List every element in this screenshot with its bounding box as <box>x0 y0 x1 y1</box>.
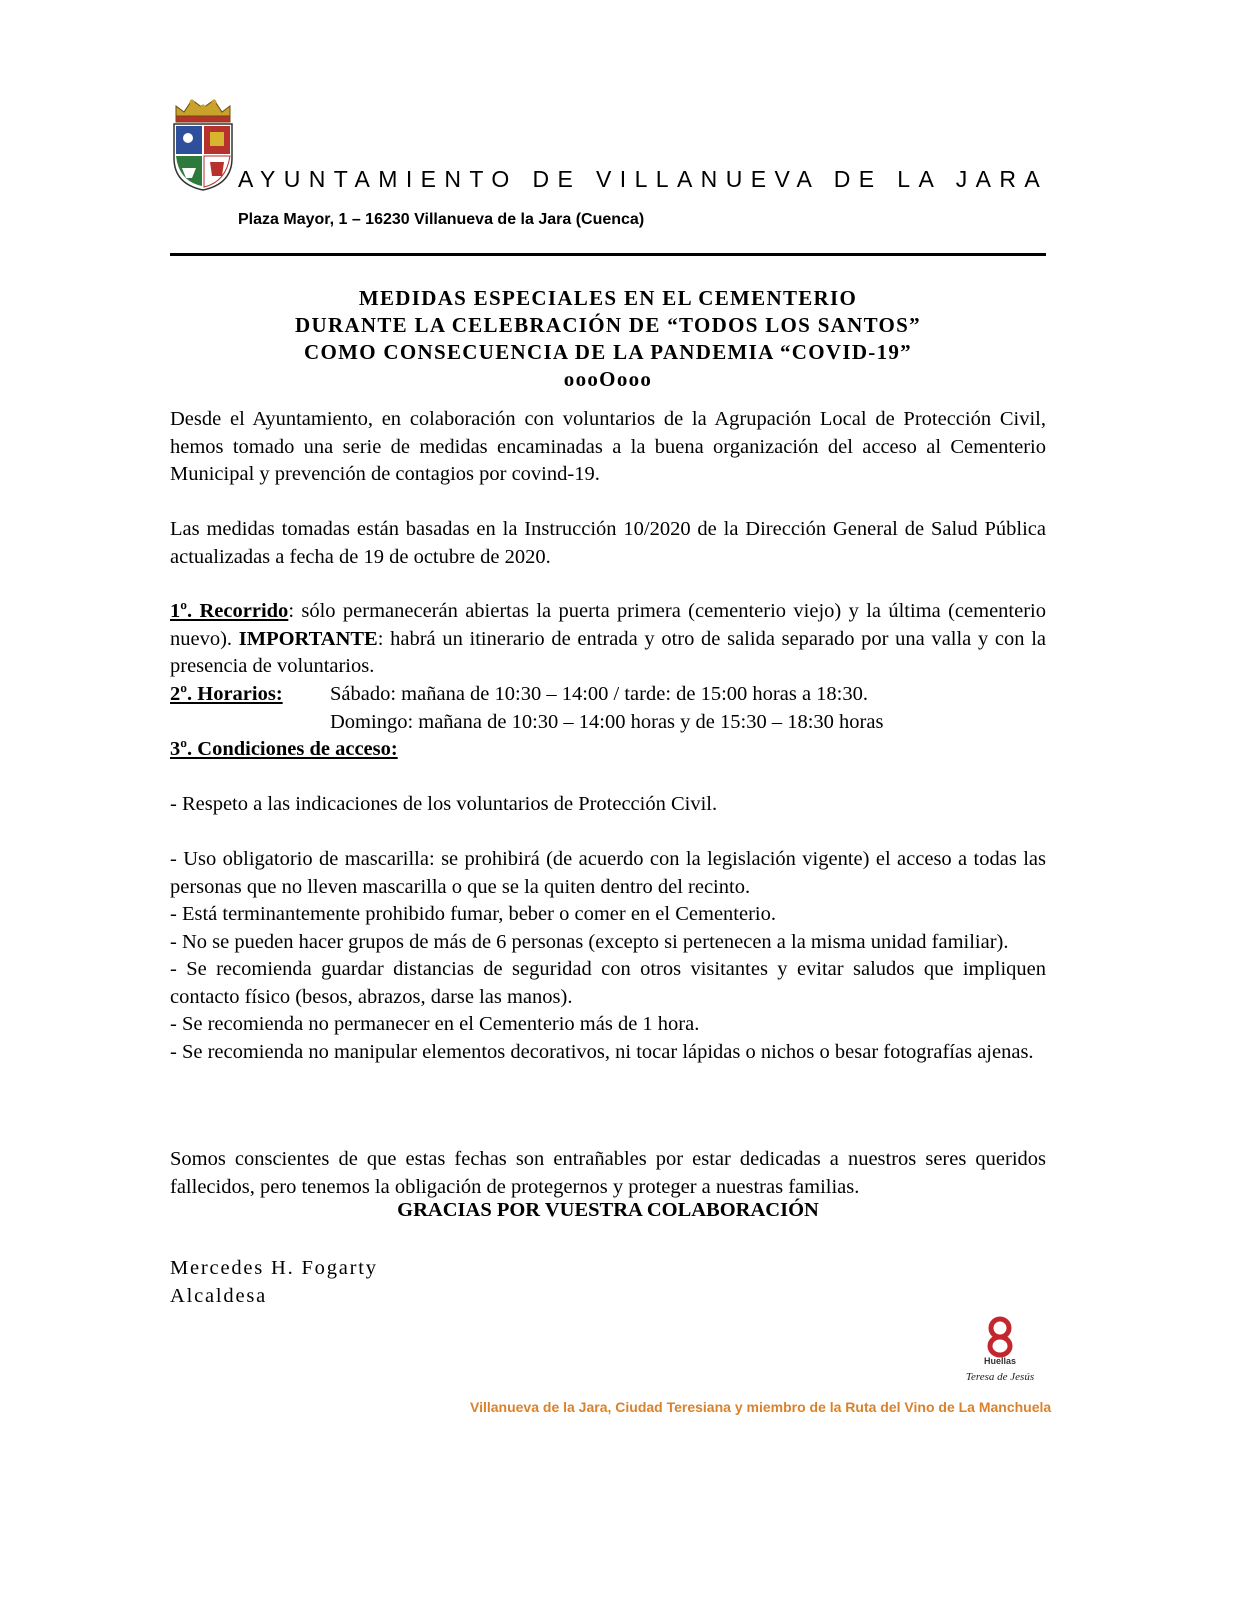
closing-paragraph: Somos conscientes de que estas fechas son entrañables por estar dedicadas a nuestros seres queridos fallecidos, pero tenemos la obligación de protegernos y proteger a nuestras familias. <box>170 1148 1046 1198</box>
thanks-line: GRACIAS POR VUESTRA COLABORACIÓN <box>397 1199 819 1221</box>
condiciones-heading <box>170 736 1046 764</box>
horarios-row-saturday <box>170 681 1046 709</box>
organization-name: AYUNTAMIENTO DE VILLANUEVA DE LA JARA <box>238 166 1049 192</box>
svg-text:Teresa de Jesús: Teresa de Jesús <box>965 1371 1035 1383</box>
condiciones-label: 3º. Condiciones de acceso: <box>170 738 398 760</box>
title-line: COMO CONSECUENCIA DE LA PANDEMIA “COVID-19” <box>304 340 912 364</box>
important-label: IMPORTANTE <box>238 627 378 650</box>
horarios-saturday: Sábado: mañana de 10:30 – 14:00 / tarde: de 15:00 horas a 18:30. <box>330 683 869 705</box>
horarios-label: 2º. Horarios: <box>170 683 283 705</box>
signature-role: Alcaldesa <box>170 1285 268 1307</box>
huellas-logo-icon <box>958 1316 1038 1388</box>
horarios-row-sunday <box>170 709 1046 737</box>
header-divider <box>170 253 1046 256</box>
condition-item: - Respeto a las indicaciones de los voluntarios de Protección Civil. <box>170 793 718 815</box>
svg-text:Huellas: Huellas <box>983 1356 1017 1366</box>
horarios-sunday: Domingo: mañana de 10:30 – 14:00 horas y de 15:30 – 18:30 horas <box>330 710 884 733</box>
horarios-block <box>170 681 1046 736</box>
signature-name: Mercedes H. Fogarty <box>170 1257 378 1279</box>
organization-address: Plaza Mayor, 1 – 16230 Villanueva de la Jara (Cuenca) <box>238 211 645 228</box>
basis-paragraph: Las medidas tomadas están basadas en la Instrucción 10/2020 de la Dirección General de Salud Pública actualizadas a fecha de 19 de octubre de 2020. <box>170 518 1046 568</box>
title-ornament: oooOooo <box>563 367 653 391</box>
recorrido-text-b: : habrá un itinerario de entrada y otro de salida separado por una valla y con la presencia de voluntarios. <box>170 627 1046 677</box>
intro-paragraph: Desde el Ayuntamiento, en colaboración con voluntarios de la Agrupación Local de Protección Civil, hemos tomado una serie de medidas encaminadas a la buena organización del acceso al Cementerio Municipal y prevención de contagios por covind-19. <box>170 408 1046 485</box>
municipal-crest-icon <box>168 96 238 192</box>
condition-item: - Se recomienda guardar distancias de seguridad con otros visitantes y evitar saludos que impliquen contacto físico (besos, abrazos, darse las manos). <box>170 958 1046 1008</box>
recorrido-text-a: : sólo permanecerán abiertas la puerta primera (cementerio viejo) y la última (cementerio nuevo). <box>170 600 1046 650</box>
title-line: MEDIDAS ESPECIALES EN EL CEMENTERIO <box>358 286 858 310</box>
title-line: DURANTE LA CELEBRACIÓN DE “TODOS LOS SANTOS” <box>295 313 921 337</box>
condition-item: - Se recomienda no manipular elementos decorativos, ni tocar lápidas o nichos o besar fotografías ajenas. <box>170 1040 1034 1063</box>
condition-item: - Uso obligatorio de mascarilla: se prohibirá (de acuerdo con la legislación vigente) el acceso a todas las personas que no lleven mascarilla o que se la quiten dentro del recinto. <box>170 848 1046 898</box>
recorrido-paragraph <box>170 598 1046 681</box>
condition-item: - No se pueden hacer grupos de más de 6 personas (excepto si pertenecen a la misma unidad familiar). <box>170 930 1009 953</box>
conditions-list <box>170 791 1046 1066</box>
condition-item: - Se recomienda no permanecer en el Cementerio más de 1 hora. <box>170 1013 700 1035</box>
footer-text: Villanueva de la Jara, Ciudad Teresiana y miembro de la Ruta del Vino de La Manchuela <box>470 1399 1052 1415</box>
signature-block <box>170 1254 378 1310</box>
condition-item: - Está terminantemente prohibido fumar, beber o comer en el Cementerio. <box>170 903 776 925</box>
document-title <box>170 285 1046 393</box>
recorrido-label: 1º. Recorrido <box>170 600 289 622</box>
